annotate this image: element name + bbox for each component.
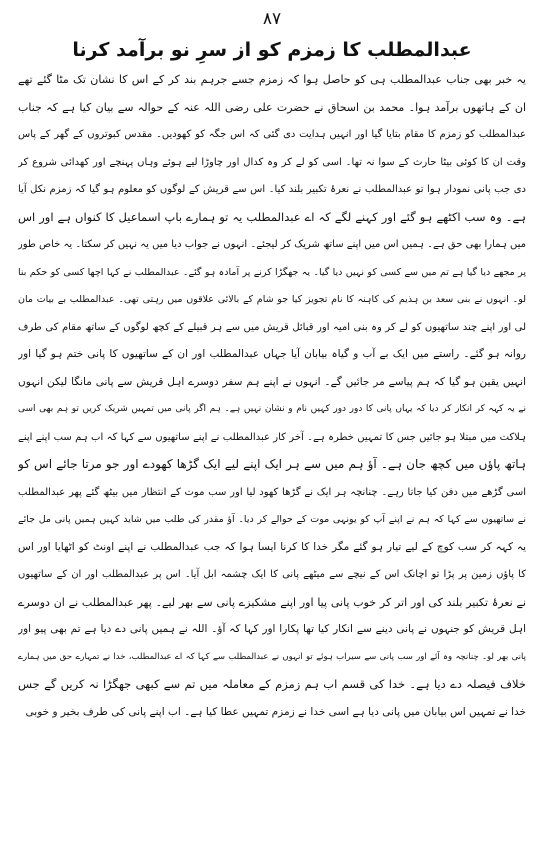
text-line: پانی بھر لو۔ چنانچہ وہ آئے اور سب پانی سے سیراب ہوئے تو انہوں نے عبدالمطلب سے کہا کہ اے عبدالمطلب، خدا نے تمہارے حق میں ہمارے (18, 651, 526, 662)
text-line: اہل قریش کو جنہوں نے پانی دینے سے انکار کیا تھا پکارا اور کہا کہ آؤ۔ اللہ نے ہمیں پانی دے دیا ہے تم بھی پیو اور (18, 623, 526, 635)
text-line: میں ہمارا بھی حق ہے۔ ہمیں اس میں اپنے ساتھ شریک کر لیجئے۔ انہوں نے جواب دیا میں یہ نہیں کر سکتا۔ یہ خاص طور (18, 239, 526, 250)
body-text (18, 66, 526, 726)
text-line: ہلاکت میں مبتلا ہو جائیں جس کا تمہیں خطرہ ہے۔ آخر کار عبدالمطلب نے اپنے ساتھیوں سے کہا کہ اب ہم سب اپنے اپنے (18, 431, 526, 443)
text-line: وقت ان کا کوئی بیٹا حارث کے سوا نہ تھا۔ اسی کو لے کر وہ کدال اور چاوڑا لیے ہوئے وہاں پہنچے اور کھدائی شروع کر (18, 156, 526, 168)
text-line: دی جب پانی نمودار ہوا تو عبدالمطلب نے نعرۂ تکبیر بلند کیا۔ اس سے قریش کے لوگوں کو معلوم ہو گیا کہ زمزم نکل آیا (18, 184, 526, 195)
text-line: ہاتھ پاؤں میں کچھ جان ہے۔ آؤ ہم میں سے ہر ایک اپنے لیے ایک گڑھا کھودے اور جو مرتا جائے اس کو (18, 457, 526, 471)
text-line: ہے۔ وہ سب اکٹھے ہو گئے اور کہنے لگے کہ اے عبدالمطلب یہ تو ہمارے باپ اسماعیل کا کنواں ہے اور اس (18, 209, 526, 224)
text-line: ان کے ہاتھوں برآمد ہوا۔ محمد بن اسحاق نے حضرت علی رضی اللہ عنہ کے حوالہ سے بیان کیا ہے کہ جناب (18, 100, 526, 114)
text-line: نے یہ کہہ کر انکار کر دیا کہ یہاں پانی کا دور دور کہیں نام و نشان نہیں ہے۔ ہم اگر پانی میں تمہیں شریک کریں تو ہم بھی اسی (18, 404, 526, 414)
section-heading: عبدالمطلب کا زمزم کو از سرِ نو برآمد کرنا (72, 39, 472, 61)
text-line: یہ خبر بھی جناب عبدالمطلب ہی کو حاصل ہوا کہ زمزم جسے جرہم بند کر کے اس کا نشان تک مٹا گئے تھے (18, 73, 526, 86)
text-line: روانہ ہو گئے۔ راستے میں ایک بے آب و گیاہ بیابان آیا جہاں عبدالمطلب اور ان کے ساتھیوں کا پانی ختم ہو گیا اور (18, 348, 526, 360)
text-line: لو۔ انہوں نے بنی سعد بن ہذیم کی کاہنہ کا نام تجویز کیا جو شام کے بالائی علاقوں میں رہتی تھی۔ عبدالمطلب بے بیات مان (18, 294, 526, 305)
text-line: خدا نے تمہیں اس بیابان میں پانی دیا ہے اسی خدا نے زمزم تمہیں عطا کیا ہے۔ اب اپنے پانی کی طرف بخیر و خوبی (25, 705, 526, 718)
text-line: نے ساتھیوں سے کہا کہ ہم نے اپنے آپ کو یونہی موت کے حوالے کر دیا۔ آؤ مقدر کی طلب میں شاید کہیں ہمیں پانی مل جائے (18, 514, 526, 525)
text-line: خلاف فیصلہ دے دیا ہے۔ خدا کی قسم اب ہم زمزم کے معاملہ میں تم سے کبھی جھگڑا نہ کریں گے جس (18, 677, 526, 691)
text-line: نے نعرۂ تکبیر بلند کی اور اتر کر خوب پانی پیا اور اپنے مشکیزے پانی سے بھر لیے۔ پھر عبدالمطلب نے ان دوسرے (18, 595, 526, 609)
page-number: ۸۷ (262, 9, 282, 29)
text-line: پر مجھے دیا گیا ہے تم میں سے کسی کو نہیں دیا گیا۔ یہ جھگڑا کرنے پر آمادہ ہو گئے۔ عبدالمطلب نے کہا اچھا کسی کو حکم بنا (18, 266, 526, 278)
text-line: کا پاؤں زمین پر پڑا تو اچانک اس کے نیچے سے میٹھے پانی کا ایک چشمہ ابل آیا۔ اس پر عبدالمطلب اور ان کے ساتھیوں (18, 569, 526, 580)
text-line: لی اور اپنے چند ساتھیوں کو لے کر وہ بنی امیہ اور قبائل قریش میں سے ہر قبیلے کے کچھ لوگوں کے ساتھ مقام کی طرف (18, 321, 526, 333)
text-line: اسی گڑھے میں دفن کیا جاتا رہے۔ چنانچہ ہر ایک نے گڑھا کھود لیا اور سب موت کے انتظار میں بیٹھ گئے پھر عبدالمطلب (18, 486, 526, 498)
text-line: عبدالمطلب کو زمزم کا مقام بتایا گیا اور انہیں ہدایت دی گئی کہ اس جگہ کو کھودیں۔ مقدس کبوتروں کے گھر کے پاس (18, 129, 526, 140)
text-line: یہ کہہ کر سب کوچ کے لیے تیار ہو گئے مگر خدا کا کرنا ایسا ہوا کہ جب عبدالمطلب نے اپنے اونٹ کو اٹھایا اور اس (18, 540, 526, 553)
text-line: انہیں یقین ہو گیا کہ ہم پیاسے مر جائیں گے۔ انہوں نے اپنے ہم سفر دوسرے اہل قریش سے پانی مانگا لیکن انہوں (18, 375, 526, 388)
